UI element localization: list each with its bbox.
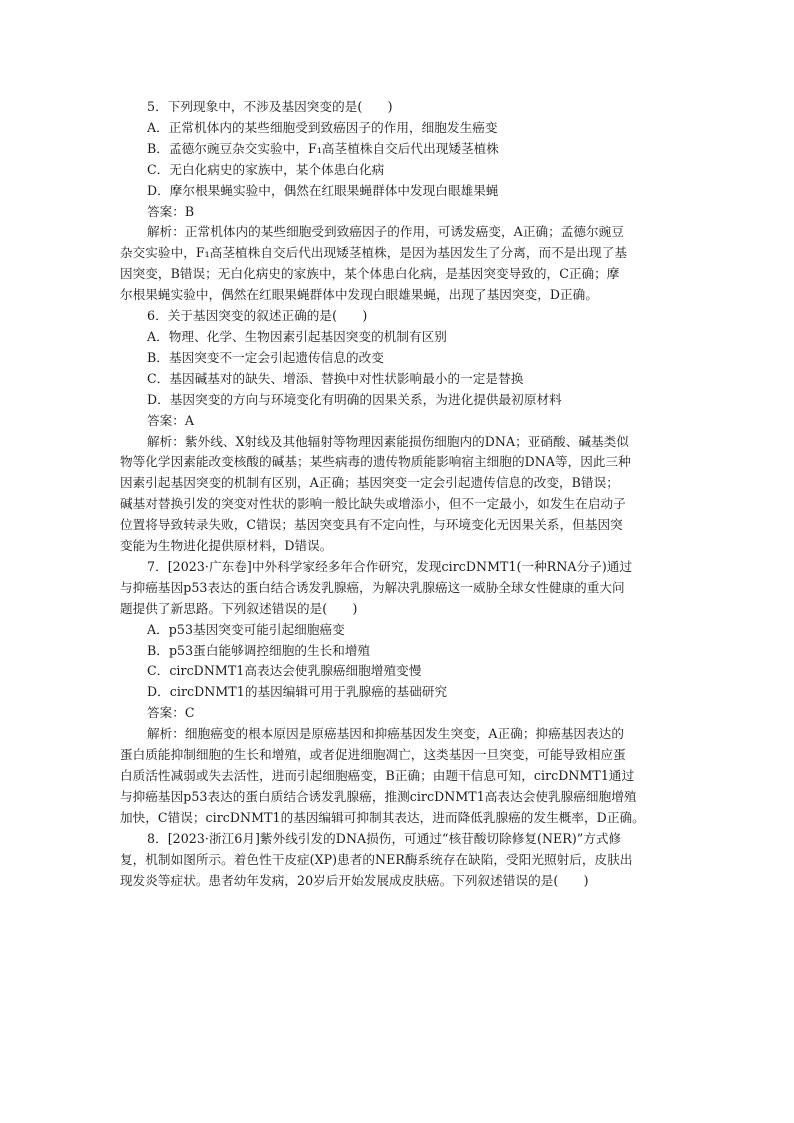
option-a: A．p53基因突变可能引起细胞癌变 (147, 621, 345, 637)
option-a: A．正常机体内的某些细胞受到致癌因子的作用，细胞发生癌变 (147, 119, 498, 135)
question-8 (120, 829, 675, 892)
question-5 (120, 97, 675, 306)
option-b: B．孟德尔豌豆杂交实验中，F₁高茎植株自交后代出现矮茎植株 (147, 140, 499, 156)
question-stem-line: 7．[2023·广东卷]中外科学家经多年合作研究，发现circDNMT1(一种RNA分子)通过 (147, 558, 633, 574)
option-d: D．基因突变的方向与环境变化有明确的因果关系，为进化提供最初原材料 (147, 391, 562, 407)
analysis-line: 白质活性减弱或失去活性，进而引起细胞癌变，B正确；由题干信息可知，circDNMT1通过 (120, 768, 635, 783)
question-7 (120, 557, 675, 829)
option-c: C．circDNMT1高表达会使乳腺癌细胞增殖变慢 (147, 663, 422, 679)
page-content (120, 97, 675, 891)
option-d: D．circDNMT1的基因编辑可用于乳腺癌的基础研究 (147, 684, 448, 700)
question-stem-line: 5．下列现象中，不涉及基因突变的是( ) (147, 99, 393, 114)
analysis-line: 因素引起基因突变的机制有区别，A正确；基因突变一定会引起遗传信息的改变，B错误； (120, 475, 619, 491)
analysis-line: 因突变，B错误；无白化病史的家族中，某个体患白化病，是基因突变导致的，C正确；摩 (120, 266, 620, 282)
question-6 (120, 306, 675, 557)
option-c: C．基因碱基对的缺失、增添、替换中对性状影响最小的一定是替换 (147, 370, 524, 386)
analysis-line: 加快，C错误；circDNMT1的基因编辑可抑制其表达，进而降低乳腺癌的发生概率，D正确。 (120, 809, 645, 825)
question-stem-line: 与抑癌基因p53表达的蛋白结合诱发乳腺癌，为解决乳腺癌这一威胁全球女性健康的重大问 (120, 579, 625, 595)
analysis-line: 尔根果蝇实验中，偶然在红眼果蝇群体中发现白眼雄果蝇，出现了基因突变，D正确。 (120, 287, 598, 303)
question-stem-line: 题提供了新思路。下列叙述错误的是( ) (120, 600, 358, 616)
analysis-line: 物等化学因素能改变核酸的碱基；某些病毒的遗传物质能影响宿主细胞的DNA等，因此三种 (120, 454, 631, 470)
analysis-line: 杂交实验中，F₁高茎植株自交后代出现矮茎植株，是因为基因发生了分离，而不是出现了基 (120, 245, 627, 261)
answer-line: 答案：C (147, 705, 195, 721)
answer-line: 答案：A (147, 412, 195, 428)
option-d: D．摩尔根果蝇实验中，偶然在红眼果蝇群体中发现白眼雄果蝇 (147, 182, 499, 198)
analysis-line: 位置将导致转录失败，C错误；基因突变具有不定向性，与环境变化无因果关系，但基因突 (120, 517, 623, 533)
option-b: B．基因突变不一定会引起遗传信息的改变 (147, 349, 384, 365)
answer-line: 答案：B (147, 203, 195, 219)
analysis-line: 解析：正常机体内的某些细胞受到致癌因子的作用，可诱发癌变，A正确；孟德尔豌豆 (147, 224, 624, 240)
analysis-line: 解析：细胞癌变的根本原因是原癌基因和抑癌基因发生突变，A正确；抑癌基因表达的 (147, 726, 624, 742)
analysis-line: 蛋白质能抑制细胞的生长和增殖，或者促进细胞凋亡，这类基因一旦突变，可能导致相应蛋 (120, 747, 626, 763)
question-stem-line: 6．关于基因突变的叙述正确的是( ) (147, 308, 368, 324)
analysis-line: 变能为生物进化提供原材料，D错误。 (120, 538, 333, 554)
question-stem-line: 现发炎等症状。患者幼年发病，20岁后开始发展成皮肤癌。下列叙述错误的是( ) (120, 872, 589, 888)
question-stem-line: 8．[2023·浙江6月]紫外线引发的DNA损伤，可通过“核苷酸切除修复(NER)”方式修 (147, 830, 622, 846)
option-b: B．p53蛋白能够调控细胞的生长和增殖 (147, 642, 371, 658)
option-a: A．物理、化学、生物因素引起基因突变的机制有区别 (147, 328, 447, 344)
question-stem-line: 复，机制如图所示。着色性干皮症(XP)患者的NER酶系统存在缺陷，受阳光照射后，皮肤出 (120, 851, 633, 867)
option-c: C．无白化病史的家族中，某个体患白化病 (147, 161, 385, 177)
analysis-line: 碱基对替换引发的突变对性状的影响一般比缺失或增添小，但不一定最小，如发生在启动子 (120, 496, 626, 512)
analysis-line: 解析：紫外线、X射线及其他辐射等物理因素能损伤细胞内的DNA；亚硝酸、碱基类似 (147, 433, 629, 449)
analysis-line: 与抑癌基因p53表达的蛋白质结合诱发乳腺癌，推测circDNMT1高表达会使乳腺癌细胞增殖 (120, 788, 637, 804)
